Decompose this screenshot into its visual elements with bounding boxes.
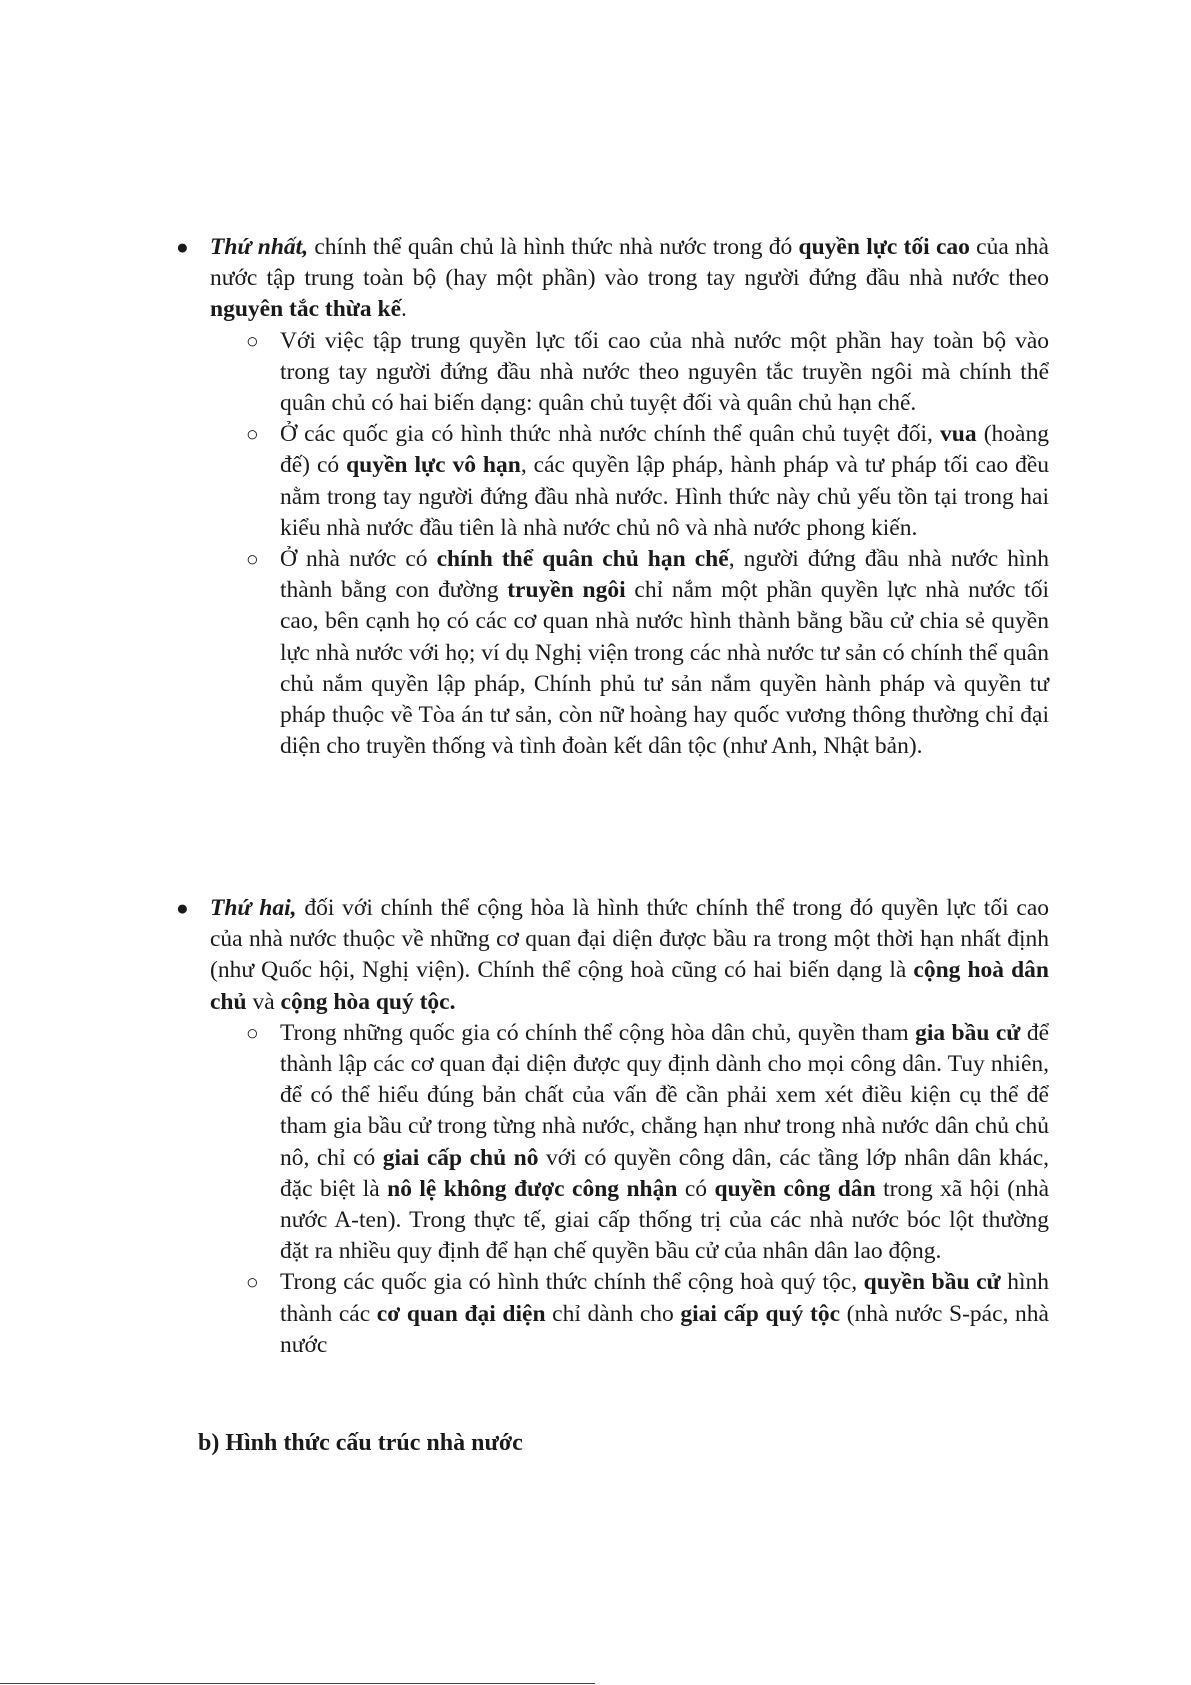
circle-bullet-icon: ○ <box>246 547 259 572</box>
lead-term: Thứ hai, <box>210 895 297 921</box>
bold-term: quyền lực tối cao <box>798 234 970 260</box>
bold-term: quyền lực vô hạn <box>346 452 521 479</box>
sub-list-item <box>246 544 1049 762</box>
bold-term: nguyên tắc thừa kế <box>210 296 402 323</box>
body-text: Trong các quốc gia có hình thức chính thể cộng hoà quý tộc, <box>280 1269 864 1296</box>
body-text: Với việc tập trung quyền lực tối cao của nhà nước một phần hay toàn bộ vào trong tay người đứng đầu nhà nước theo nguyên tắc truyền ngôi mà chính thể quân chủ có hai biến dạng: quân chủ tuyệt đối và quân chủ hạn chế. <box>280 327 1049 417</box>
bold-term: chính thể quân chủ hạn chế <box>436 546 729 573</box>
body-text: (nhà nước S-pác, nhà nước <box>280 1300 1049 1358</box>
lead-term: Thứ nhất, <box>210 234 309 260</box>
body-text: hình thành các <box>280 1269 1050 1327</box>
body-text: có <box>677 1175 715 1202</box>
sub-list-item <box>246 1267 1050 1361</box>
sub-list <box>210 326 1049 763</box>
body-text: Trong những quốc gia có chính thể cộng hòa dân chủ, quyền tham <box>280 1019 916 1046</box>
body-text: chính thể quân chủ là hình thức nhà nước trong đó <box>308 234 799 260</box>
bold-term: quyền công dân <box>714 1175 876 1202</box>
sub-list-item <box>246 326 1049 420</box>
bullet-icon: ● <box>176 896 189 920</box>
body-text: . <box>401 296 407 323</box>
bullet-icon: ● <box>176 235 189 259</box>
body-text: (hoàng đế) có <box>280 421 1049 479</box>
bold-term: cộng hoà dân chủ <box>210 957 1049 1015</box>
bold-term: giai cấp quý tộc <box>680 1300 841 1327</box>
circle-bullet-icon: ○ <box>246 328 259 353</box>
circle-bullet-icon: ○ <box>246 1020 259 1045</box>
bold-term: vua <box>940 421 977 448</box>
section-monarchy <box>176 232 1050 762</box>
sub-list <box>210 1018 1049 1361</box>
bold-term: truyền ngôi <box>507 577 626 604</box>
footer-divider <box>0 1683 595 1684</box>
body-text: đối với chính thể cộng hòa là hình thức chính thể trong đó quyền lực tối cao của nhà nước thuộc về những cơ quan đại diện được bầu ra trong một thời hạn nhất định (như Quốc hội, Nghị viện). Chính thể cộng hoà cũng có hai biến dạng là <box>210 895 1049 984</box>
body-text: trong xã hội (nhà nước A-ten). Trong thực tế, giai cấp thống trị của các nhà nước bóc lột thường đặt ra nhiều quy định để hạn chế quyền bầu cử của nhân dân lao động. <box>280 1175 1050 1265</box>
body-text: chỉ nắm một phần quyền lực nhà nước tối cao, bên cạnh họ có các cơ quan nhà nước hình thành bằng bầu cử chia sẻ quyền lực nhà nước với họ; ví dụ Nghị viện trong các nhà nước tư sản có chính thể quân chủ nắm quyền lập pháp, Chính phủ tư sản nắm quyền hành pháp và quyền tư pháp thuộc về Tòa án tư sản, còn nữ hoàng hay quốc vương thông thường chỉ đại diện cho truyền thống và tình đoàn kết dân tộc (như Anh, Nhật bản). <box>280 577 1049 760</box>
bold-term: nô lệ không được công nhận <box>387 1175 678 1202</box>
body-text: với có quyền công dân, các tầng lớp nhân dân khác, đặc biệt là <box>280 1144 1050 1202</box>
body-text: và <box>246 988 281 1015</box>
body-text: để thành lập các cơ quan đại diện được quy định dành cho mọi công dân. Tuy nhiên, để có thể hiểu đúng bản chất của vấn đề cần phải xem xét điều kiện cụ thể để tham gia bầu cử trong từng nhà nước, chẳng hạn như trong nhà nước dân chủ chủ nô, chỉ có <box>280 1019 1049 1171</box>
sub-list-item <box>246 1018 1050 1268</box>
bold-term: gia bầu cử <box>915 1019 1021 1046</box>
bold-term: cơ quan đại diện <box>376 1300 546 1327</box>
circle-bullet-icon: ○ <box>246 1270 259 1295</box>
list-item <box>176 232 1050 762</box>
body-text: , người đứng đầu nhà nước hình thành bằng con đường <box>280 546 1049 604</box>
bold-term: quyền bầu cử <box>863 1269 1001 1296</box>
body-text: của nhà nước tập trung toàn bộ (hay một phần) vào trong tay người đứng đầu nhà nước theo <box>210 234 1049 292</box>
bold-term: giai cấp chủ nô <box>382 1144 539 1171</box>
body-text: , các quyền lập pháp, hành pháp và tư pháp tối cao đều nằm trong tay người đứng đầu nhà nước. Hình thức này chủ yếu tồn tại trong hai kiểu nhà nước đầu tiên là nhà nước chủ nô và nhà nước phong kiến. <box>280 452 1050 541</box>
body-text: Ở nhà nước có <box>280 546 437 573</box>
body-text: Ở các quốc gia có hình thức nhà nước chính thể quân chủ tuyệt đối, <box>280 421 940 448</box>
circle-bullet-icon: ○ <box>246 422 259 447</box>
bold-term: cộng hòa quý tộc. <box>280 988 456 1015</box>
section-heading: b) Hình thức cấu trúc nhà nước <box>198 1430 523 1456</box>
sub-list-item <box>246 419 1050 544</box>
list-item <box>176 893 1050 1361</box>
body-text: chỉ dành cho <box>545 1300 681 1327</box>
section-republic <box>176 893 1050 1361</box>
